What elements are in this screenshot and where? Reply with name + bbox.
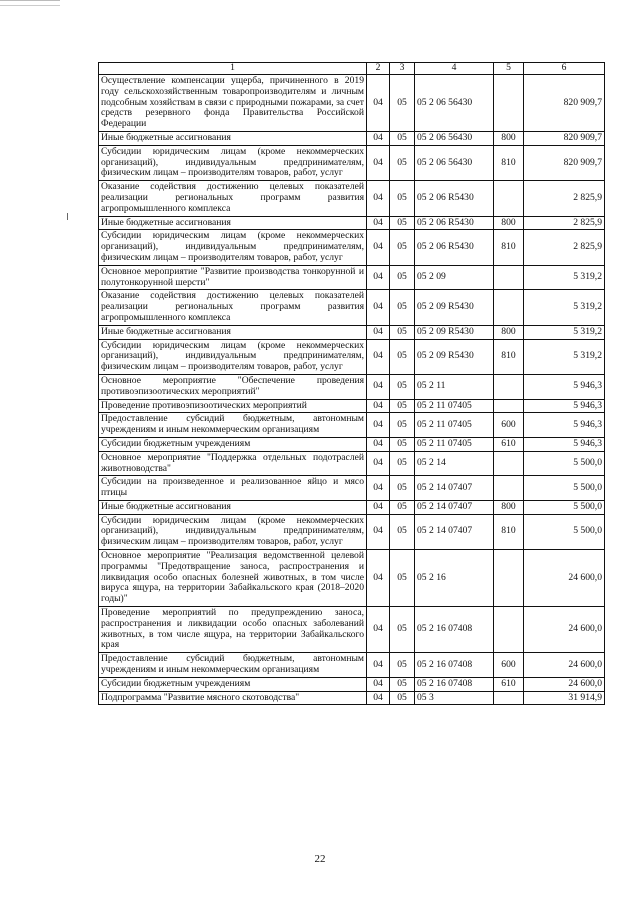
row-expense-type-cell xyxy=(494,451,524,476)
table-row xyxy=(99,437,605,451)
row-target-article-cell: 05 2 06 56430 xyxy=(415,131,494,145)
table-row xyxy=(99,339,605,374)
row-amount-cell: 24 600,0 xyxy=(524,550,605,607)
row-amount-cell: 5 500,0 xyxy=(524,514,605,549)
row-amount-cell: 2 825,9 xyxy=(524,230,605,265)
table-row xyxy=(99,75,605,132)
row-target-article-cell: 05 2 14 07407 xyxy=(415,500,494,514)
row-name-cell: Основное мероприятие "Поддержка отдельных подотраслей животноводства" xyxy=(99,451,367,476)
row-subsection-cell: 05 xyxy=(390,265,415,290)
row-name-cell: Субсидии юридическим лицам (кроме некоммерческих организаций), индивидуальным предпринимателям, физическим лицам – производителям товаров, работ, услуг xyxy=(99,230,367,265)
header-cell-expense-type: 5 xyxy=(494,63,524,75)
row-expense-type-cell: 600 xyxy=(494,413,524,438)
row-target-article-cell: 05 2 09 R5430 xyxy=(415,290,494,325)
row-amount-cell: 2 825,9 xyxy=(524,181,605,216)
row-amount-cell: 5 319,2 xyxy=(524,290,605,325)
row-expense-type-cell xyxy=(494,691,524,705)
row-target-article-cell: 05 2 16 07408 xyxy=(415,607,494,653)
row-amount-cell: 5 319,2 xyxy=(524,265,605,290)
table-row xyxy=(99,413,605,438)
row-subsection-cell: 05 xyxy=(390,131,415,145)
row-name-cell: Оказание содействия достижению целевых показателей реализации региональных программ развития агропромышленного комплекса xyxy=(99,181,367,216)
row-name-cell: Проведение мероприятий по предупреждению заноса, распространения и ликвидации особо опасных заболеваний животных, в том числе ящура, на территории Забайкальского края xyxy=(99,607,367,653)
row-expense-type-cell: 610 xyxy=(494,437,524,451)
row-section-cell: 04 xyxy=(367,451,390,476)
table-row xyxy=(99,399,605,413)
row-amount-cell: 5 946,3 xyxy=(524,413,605,438)
row-target-article-cell: 05 2 06 R5430 xyxy=(415,216,494,230)
scan-corner-mark xyxy=(0,0,60,6)
row-subsection-cell: 05 xyxy=(390,550,415,607)
row-amount-cell: 5 319,2 xyxy=(524,339,605,374)
table-row xyxy=(99,653,605,678)
row-name-cell: Субсидии бюджетным учреждениям xyxy=(99,677,367,691)
row-name-cell: Субсидии юридическим лицам (кроме некоммерческих организаций), индивидуальным предпринимателям, физическим лицам – производителям товаров, работ, услуг xyxy=(99,514,367,549)
row-expense-type-cell: 800 xyxy=(494,500,524,514)
table-row xyxy=(99,476,605,501)
row-target-article-cell: 05 2 09 R5430 xyxy=(415,325,494,339)
row-section-cell: 04 xyxy=(367,550,390,607)
row-subsection-cell: 05 xyxy=(390,339,415,374)
row-expense-type-cell xyxy=(494,265,524,290)
header-cell-subsection: 3 xyxy=(390,63,415,75)
row-subsection-cell: 05 xyxy=(390,514,415,549)
row-target-article-cell: 05 2 16 xyxy=(415,550,494,607)
table-row xyxy=(99,677,605,691)
row-section-cell: 04 xyxy=(367,374,390,399)
row-subsection-cell: 05 xyxy=(390,145,415,180)
row-target-article-cell: 05 2 11 xyxy=(415,374,494,399)
table-row xyxy=(99,145,605,180)
row-subsection-cell: 05 xyxy=(390,75,415,132)
header-cell-target-article: 4 xyxy=(415,63,494,75)
row-target-article-cell: 05 2 14 07407 xyxy=(415,476,494,501)
row-name-cell: Предоставление субсидий бюджетным, автономным учреждениям и иным некоммерческим организациям xyxy=(99,413,367,438)
row-expense-type-cell xyxy=(494,75,524,132)
page-number: 22 xyxy=(314,853,326,865)
row-section-cell: 04 xyxy=(367,265,390,290)
row-subsection-cell: 05 xyxy=(390,451,415,476)
row-target-article-cell: 05 2 06 56430 xyxy=(415,75,494,132)
row-expense-type-cell: 810 xyxy=(494,230,524,265)
row-section-cell: 04 xyxy=(367,145,390,180)
row-section-cell: 04 xyxy=(367,691,390,705)
table-row xyxy=(99,265,605,290)
row-amount-cell: 5 319,2 xyxy=(524,325,605,339)
row-amount-cell: 5 946,3 xyxy=(524,437,605,451)
row-target-article-cell: 05 2 09 R5430 xyxy=(415,339,494,374)
row-amount-cell: 24 600,0 xyxy=(524,677,605,691)
table-row xyxy=(99,550,605,607)
row-target-article-cell: 05 3 xyxy=(415,691,494,705)
row-section-cell: 04 xyxy=(367,181,390,216)
row-expense-type-cell: 600 xyxy=(494,653,524,678)
row-expense-type-cell xyxy=(494,181,524,216)
row-expense-type-cell: 800 xyxy=(494,216,524,230)
row-section-cell: 04 xyxy=(367,514,390,549)
row-name-cell: Оказание содействия достижению целевых показателей реализации региональных программ развития агропромышленного комплекса xyxy=(99,290,367,325)
row-target-article-cell: 05 2 16 07408 xyxy=(415,677,494,691)
table-row xyxy=(99,607,605,653)
row-subsection-cell: 05 xyxy=(390,290,415,325)
row-expense-type-cell xyxy=(494,374,524,399)
row-section-cell: 04 xyxy=(367,325,390,339)
row-amount-cell: 24 600,0 xyxy=(524,653,605,678)
row-subsection-cell: 05 xyxy=(390,399,415,413)
row-amount-cell: 5 500,0 xyxy=(524,476,605,501)
table-row xyxy=(99,181,605,216)
row-subsection-cell: 05 xyxy=(390,374,415,399)
row-name-cell: Иные бюджетные ассигнования xyxy=(99,131,367,145)
row-section-cell: 04 xyxy=(367,500,390,514)
row-target-article-cell: 05 2 06 R5430 xyxy=(415,181,494,216)
row-amount-cell: 24 600,0 xyxy=(524,607,605,653)
row-name-cell: Основное мероприятие "Развитие производства тонкорунной и полутонкорунной шерсти" xyxy=(99,265,367,290)
row-expense-type-cell: 810 xyxy=(494,145,524,180)
row-subsection-cell: 05 xyxy=(390,325,415,339)
row-subsection-cell: 05 xyxy=(390,677,415,691)
row-amount-cell: 31 914,9 xyxy=(524,691,605,705)
row-amount-cell: 5 500,0 xyxy=(524,451,605,476)
row-expense-type-cell: 610 xyxy=(494,677,524,691)
row-name-cell: Субсидии юридическим лицам (кроме некоммерческих организаций), индивидуальным предпринимателям, физическим лицам – производителям товаров, работ, услуг xyxy=(99,339,367,374)
row-name-cell: Иные бюджетные ассигнования xyxy=(99,325,367,339)
row-subsection-cell: 05 xyxy=(390,230,415,265)
row-section-cell: 04 xyxy=(367,75,390,132)
row-section-cell: 04 xyxy=(367,216,390,230)
row-subsection-cell: 05 xyxy=(390,653,415,678)
table-row xyxy=(99,691,605,705)
row-name-cell: Основное мероприятие "Реализация ведомственной целевой программы "Предотвращение заноса, распространения и ликвидация особо опасных болезней животных, в том числе вируса ящура, на территории Забайкальского края (2018–2020 годы)" xyxy=(99,550,367,607)
row-expense-type-cell xyxy=(494,607,524,653)
row-section-cell: 04 xyxy=(367,339,390,374)
row-target-article-cell: 05 2 14 07407 xyxy=(415,514,494,549)
row-amount-cell: 820 909,7 xyxy=(524,131,605,145)
table-row xyxy=(99,131,605,145)
row-subsection-cell: 05 xyxy=(390,476,415,501)
row-target-article-cell: 05 2 11 07405 xyxy=(415,413,494,438)
row-section-cell: 04 xyxy=(367,677,390,691)
row-amount-cell: 5 946,3 xyxy=(524,374,605,399)
row-name-cell: Иные бюджетные ассигнования xyxy=(99,500,367,514)
row-section-cell: 04 xyxy=(367,230,390,265)
row-target-article-cell: 05 2 16 07408 xyxy=(415,653,494,678)
row-section-cell: 04 xyxy=(367,413,390,438)
row-section-cell: 04 xyxy=(367,437,390,451)
row-target-article-cell: 05 2 06 R5430 xyxy=(415,230,494,265)
budget-table xyxy=(98,62,605,705)
table-row xyxy=(99,514,605,549)
row-subsection-cell: 05 xyxy=(390,216,415,230)
table-row xyxy=(99,451,605,476)
row-subsection-cell: 05 xyxy=(390,607,415,653)
row-target-article-cell: 05 2 11 07405 xyxy=(415,437,494,451)
row-amount-cell: 5 500,0 xyxy=(524,500,605,514)
row-name-cell: Основное мероприятие "Обеспечение проведения противоэпизоотических мероприятий" xyxy=(99,374,367,399)
table-row xyxy=(99,374,605,399)
row-section-cell: 04 xyxy=(367,131,390,145)
row-expense-type-cell xyxy=(494,550,524,607)
row-name-cell: Субсидии юридическим лицам (кроме некоммерческих организаций), индивидуальным предпринимателям, физическим лицам – производителям товаров, работ, услуг xyxy=(99,145,367,180)
row-expense-type-cell: 800 xyxy=(494,325,524,339)
scan-margin-mark xyxy=(67,213,68,220)
row-section-cell: 04 xyxy=(367,399,390,413)
row-name-cell: Подпрограмма "Развитие мясного скотоводства" xyxy=(99,691,367,705)
row-name-cell: Осуществление компенсации ущерба, причиненного в 2019 году сельскохозяйственным товаропроизводителям и личным подсобным хозяйствам в связи с природными пожарами, за счет средств резервного фонда Правительства Российской Федерации xyxy=(99,75,367,132)
table-row xyxy=(99,290,605,325)
row-section-cell: 04 xyxy=(367,607,390,653)
row-expense-type-cell xyxy=(494,399,524,413)
row-name-cell: Предоставление субсидий бюджетным, автономным учреждениям и иным некоммерческим организациям xyxy=(99,653,367,678)
row-target-article-cell: 05 2 11 07405 xyxy=(415,399,494,413)
row-target-article-cell: 05 2 06 56430 xyxy=(415,145,494,180)
row-section-cell: 04 xyxy=(367,653,390,678)
row-expense-type-cell xyxy=(494,290,524,325)
table-row xyxy=(99,500,605,514)
header-cell-name: 1 xyxy=(99,63,367,75)
row-target-article-cell: 05 2 09 xyxy=(415,265,494,290)
row-name-cell: Субсидии бюджетным учреждениям xyxy=(99,437,367,451)
table-row xyxy=(99,325,605,339)
row-amount-cell: 820 909,7 xyxy=(524,145,605,180)
row-expense-type-cell xyxy=(494,476,524,501)
row-amount-cell: 2 825,9 xyxy=(524,216,605,230)
row-target-article-cell: 05 2 14 xyxy=(415,451,494,476)
table-row xyxy=(99,230,605,265)
table-row xyxy=(99,216,605,230)
row-section-cell: 04 xyxy=(367,290,390,325)
row-subsection-cell: 05 xyxy=(390,437,415,451)
row-name-cell: Проведение противоэпизоотических мероприятий xyxy=(99,399,367,413)
row-amount-cell: 5 946,3 xyxy=(524,399,605,413)
row-subsection-cell: 05 xyxy=(390,413,415,438)
row-name-cell: Субсидии на произведенное и реализованное яйцо и мясо птицы xyxy=(99,476,367,501)
row-subsection-cell: 05 xyxy=(390,500,415,514)
header-cell-section: 2 xyxy=(367,63,390,75)
row-section-cell: 04 xyxy=(367,476,390,501)
row-expense-type-cell: 800 xyxy=(494,131,524,145)
row-name-cell: Иные бюджетные ассигнования xyxy=(99,216,367,230)
row-subsection-cell: 05 xyxy=(390,181,415,216)
row-expense-type-cell: 810 xyxy=(494,514,524,549)
row-subsection-cell: 05 xyxy=(390,691,415,705)
header-cell-amount: 6 xyxy=(524,63,605,75)
row-amount-cell: 820 909,7 xyxy=(524,75,605,132)
row-expense-type-cell: 810 xyxy=(494,339,524,374)
table-header-row xyxy=(99,63,605,75)
